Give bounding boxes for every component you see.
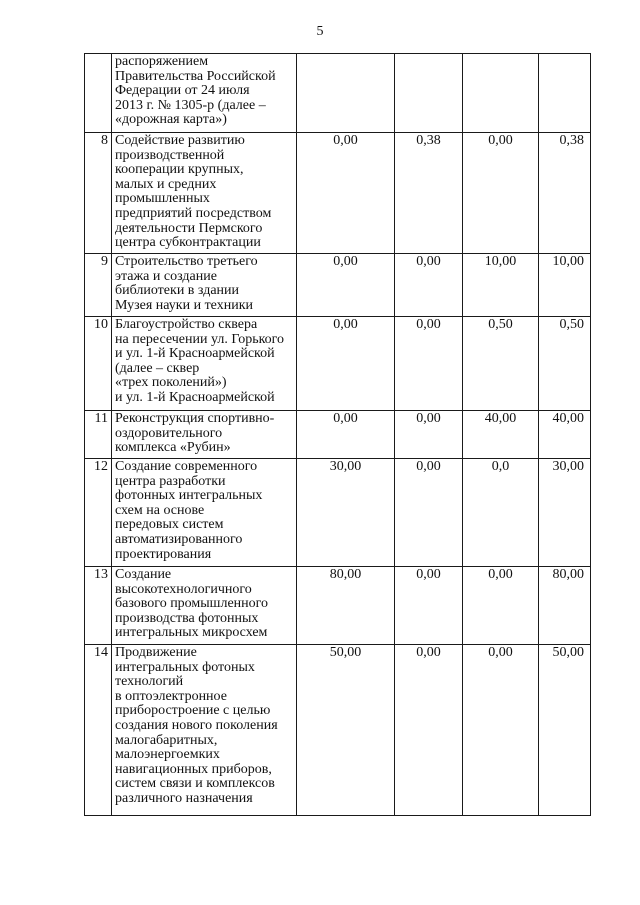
row-number — [85, 54, 112, 133]
description-line: навигационных приборов, — [115, 761, 272, 777]
description-line: библиотеки в здании — [115, 283, 240, 299]
value-cell-2: 0,38 — [395, 133, 463, 254]
description-line: Правительства Российской — [115, 68, 276, 84]
value-cell-2: 0,00 — [395, 254, 463, 317]
description-line: производственной — [115, 147, 225, 163]
description-line: распоряжением — [115, 54, 209, 69]
description-line: высокотехнологичного — [115, 581, 252, 597]
table-row — [85, 411, 591, 459]
description-line: передовых систем — [115, 517, 224, 533]
description-line: промышленных — [115, 191, 210, 207]
description-line: малоэнергоемких — [115, 747, 220, 763]
description-line: базового промышленного — [115, 596, 269, 612]
value-cell-2: 0,00 — [395, 567, 463, 645]
description-line: систем связи и комплексов — [115, 776, 275, 792]
description-line: и ул. 1-й Красноармейской — [115, 346, 275, 362]
value-cell-3: 0,00 — [463, 645, 539, 816]
value-cell-2: 0,00 — [395, 459, 463, 567]
row-number: 9 — [85, 254, 112, 317]
value-cell-1: 50,00 — [297, 645, 395, 816]
description-line: «дорожная карта») — [115, 112, 227, 128]
row-description — [112, 254, 297, 317]
description-line: предприятий посредством — [115, 205, 272, 221]
description-line: малых и средних — [115, 176, 217, 192]
row-number: 10 — [85, 317, 112, 411]
value-cell-1 — [297, 54, 395, 133]
description-line: комплекса «Рубин» — [115, 440, 231, 456]
value-cell-4: 50,00 — [539, 645, 591, 816]
description-line: центра разработки — [115, 473, 226, 489]
description-line: Благоустройство сквера — [115, 317, 258, 332]
value-cell-1: 0,00 — [297, 133, 395, 254]
value-cell-1: 80,00 — [297, 567, 395, 645]
description-line: интегральных микросхем — [115, 625, 268, 641]
description-line: фотонных интегральных — [115, 488, 263, 504]
value-cell-2 — [395, 54, 463, 133]
description-line: Реконструкция спортивно- — [115, 411, 275, 426]
row-description — [112, 317, 297, 411]
description-line: Создание — [115, 567, 172, 582]
description-line: (далее – сквер — [115, 360, 200, 376]
description-line: деятельности Пермского — [115, 220, 263, 236]
value-cell-2: 0,00 — [395, 645, 463, 816]
description-line: технологий — [115, 674, 184, 690]
value-cell-1: 0,00 — [297, 254, 395, 317]
description-line: 2013 г. № 1305-р (далее – — [115, 97, 266, 113]
description-line: этажа и создание — [115, 268, 217, 284]
value-cell-3: 0,00 — [463, 567, 539, 645]
row-number: 8 — [85, 133, 112, 254]
description-line: проектирования — [115, 546, 212, 562]
value-cell-2: 0,00 — [395, 317, 463, 411]
table-row — [85, 254, 591, 317]
table-row — [85, 567, 591, 645]
value-cell-3: 10,00 — [463, 254, 539, 317]
row-number: 12 — [85, 459, 112, 567]
description-line: и ул. 1-й Красноармейской — [115, 389, 275, 405]
table-row — [85, 317, 591, 411]
table-body — [85, 54, 591, 816]
funding-table — [84, 53, 591, 816]
description-line: малогабаритных, — [115, 732, 218, 748]
value-cell-3: 0,50 — [463, 317, 539, 411]
value-cell-4: 0,38 — [539, 133, 591, 254]
description-line: в оптоэлектронное — [115, 688, 227, 704]
value-cell-4: 0,50 — [539, 317, 591, 411]
description-line: Музея науки и техники — [115, 297, 253, 313]
table-row — [85, 459, 591, 567]
value-cell-3 — [463, 54, 539, 133]
value-cell-3: 40,00 — [463, 411, 539, 459]
row-description — [112, 645, 297, 816]
value-cell-4: 10,00 — [539, 254, 591, 317]
row-number: 11 — [85, 411, 112, 459]
row-description — [112, 54, 297, 133]
row-number: 14 — [85, 645, 112, 816]
value-cell-3: 0,00 — [463, 133, 539, 254]
description-line: на пересечении ул. Горького — [115, 331, 285, 347]
description-line: Федерации от 24 июля — [115, 83, 250, 99]
page-number: 5 — [316, 24, 324, 39]
value-cell-3: 0,0 — [463, 459, 539, 567]
description-line: «трех поколений») — [115, 375, 227, 391]
description-line: создания нового поколения — [115, 717, 278, 733]
value-cell-2: 0,00 — [395, 411, 463, 459]
value-cell-1: 0,00 — [297, 411, 395, 459]
row-description — [112, 567, 297, 645]
value-cell-1: 0,00 — [297, 317, 395, 411]
row-description — [112, 133, 297, 254]
description-line: Содействие развитию — [115, 133, 245, 148]
value-cell-4 — [539, 54, 591, 133]
description-line: кооперации крупных, — [115, 162, 244, 178]
description-line: Создание современного — [115, 459, 258, 474]
description-line: Строительство третьего — [115, 254, 258, 269]
table-row — [85, 645, 591, 816]
description-line: автоматизированного — [115, 531, 243, 547]
value-cell-4: 40,00 — [539, 411, 591, 459]
row-description — [112, 459, 297, 567]
description-line: схем на основе — [115, 502, 205, 518]
row-number: 13 — [85, 567, 112, 645]
description-line: центра субконтрактации — [115, 235, 261, 251]
description-line: приборостроение с целью — [115, 703, 271, 719]
value-cell-4: 80,00 — [539, 567, 591, 645]
description-line: Продвижение — [115, 645, 197, 660]
description-line: различного назначения — [115, 790, 253, 806]
table-row — [85, 54, 591, 133]
value-cell-4: 30,00 — [539, 459, 591, 567]
table-row — [85, 133, 591, 254]
row-description — [112, 411, 297, 459]
description-line: производства фотонных — [115, 610, 259, 626]
description-line: оздоровительного — [115, 425, 223, 441]
description-line: интегральных фотоных — [115, 659, 255, 675]
value-cell-1: 30,00 — [297, 459, 395, 567]
